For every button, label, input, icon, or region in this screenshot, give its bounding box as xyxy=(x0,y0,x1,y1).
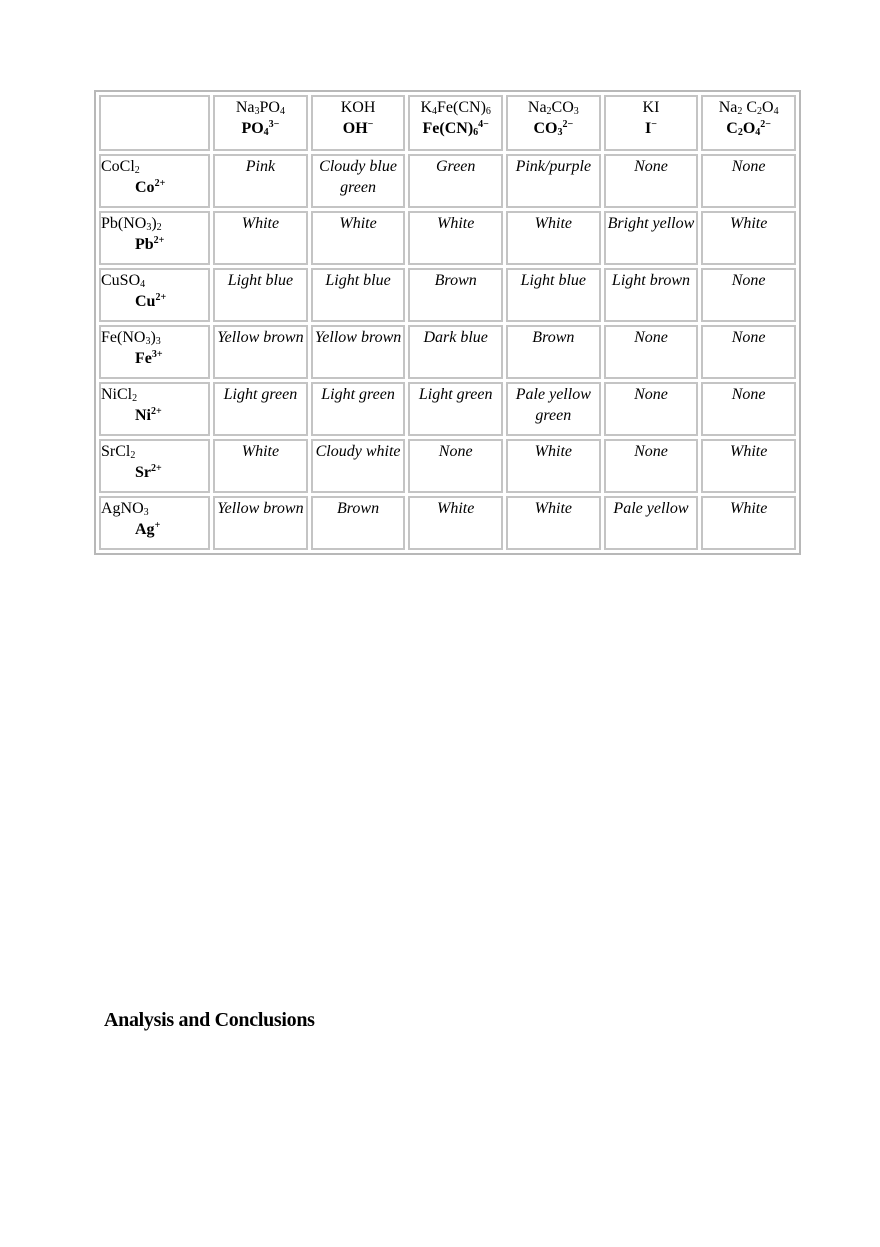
salt-formula xyxy=(101,158,140,175)
column-header xyxy=(701,95,796,151)
cation-formula xyxy=(101,291,208,312)
observation-cell: None xyxy=(604,382,699,436)
formula-part: AgNO xyxy=(101,500,144,517)
formula-part: Na xyxy=(527,99,547,116)
observation-cell: Yellow brown xyxy=(213,496,308,550)
formula-part: 2+ xyxy=(151,406,162,417)
table-body xyxy=(99,95,796,550)
observation-cell: Cloudy blue green xyxy=(311,154,406,208)
formula-part: KI xyxy=(642,99,660,116)
observation-cell: Pale yellow green xyxy=(506,382,601,436)
reagent-formula xyxy=(313,97,404,118)
row-header xyxy=(99,382,210,436)
formula-part: Fe(NO xyxy=(101,329,146,346)
formula-part: O xyxy=(762,99,774,116)
formula-part: ) xyxy=(150,329,156,346)
observation-cell: White xyxy=(213,211,308,265)
formula-part: 3 xyxy=(573,106,579,117)
observation-cell: White xyxy=(506,439,601,493)
anion-formula xyxy=(508,118,599,139)
observation-cell: White xyxy=(701,439,796,493)
table-row xyxy=(99,211,796,265)
formula-part: CO xyxy=(533,120,558,137)
observation-cell: White xyxy=(701,211,796,265)
formula-part: CuSO xyxy=(101,272,141,289)
formula-part: Pb(NO xyxy=(101,215,147,232)
observation-cell: Green xyxy=(408,154,503,208)
formula-part: 4 xyxy=(140,279,146,290)
observation-cell: Light blue xyxy=(213,268,308,322)
salt-formula xyxy=(101,215,162,232)
formula-part: 3 xyxy=(143,507,149,518)
formula-part: 2 xyxy=(757,106,763,117)
formula-part: − xyxy=(651,119,657,130)
formula-part: 3− xyxy=(268,119,280,130)
formula-part: 2− xyxy=(562,119,574,130)
formula-part: 4 xyxy=(755,127,761,138)
formula-part: Pb xyxy=(135,236,154,253)
observation-cell: Light blue xyxy=(506,268,601,322)
formula-part: Fe xyxy=(135,350,152,367)
observation-cell: None xyxy=(701,382,796,436)
observation-cell: Light green xyxy=(311,382,406,436)
table-row xyxy=(99,268,796,322)
observation-cell: None xyxy=(701,268,796,322)
formula-part: 6 xyxy=(473,127,479,138)
row-header xyxy=(99,325,210,379)
formula-part: 4 xyxy=(279,106,285,117)
observation-cell: White xyxy=(506,496,601,550)
formula-part: Fe(CN) xyxy=(437,99,486,116)
formula-part: PO xyxy=(259,99,280,116)
observation-cell: None xyxy=(604,325,699,379)
formula-part: SrCl xyxy=(101,443,131,460)
formula-part: Na xyxy=(718,99,738,116)
formula-part: C xyxy=(742,99,758,116)
observation-cell: White xyxy=(311,211,406,265)
formula-part: 3 xyxy=(146,222,152,233)
formula-part: I xyxy=(645,120,652,137)
section-heading: Analysis and Conclusions xyxy=(104,1009,315,1031)
formula-part: 2 xyxy=(130,450,136,461)
salt-formula xyxy=(101,329,161,346)
column-header xyxy=(213,95,308,151)
observation-cell: None xyxy=(701,154,796,208)
formula-part: Ag xyxy=(135,521,155,538)
precipitate-results-table xyxy=(94,90,801,555)
observation-cell: White xyxy=(701,496,796,550)
formula-part: Fe(CN) xyxy=(422,120,474,137)
formula-part: 2+ xyxy=(153,235,165,246)
formula-part: 3 xyxy=(557,127,563,138)
observation-cell: None xyxy=(701,325,796,379)
formula-part: 2− xyxy=(760,119,771,130)
formula-part: Co xyxy=(135,179,155,196)
corner-cell xyxy=(99,95,210,151)
formula-part: 2 xyxy=(134,165,140,176)
formula-part: 2 xyxy=(546,106,552,117)
salt-formula xyxy=(101,272,145,289)
column-header xyxy=(408,95,503,151)
reagent-formula xyxy=(508,97,599,118)
formula-part: 6 xyxy=(485,106,491,117)
column-header xyxy=(311,95,406,151)
salt-formula xyxy=(101,500,149,517)
observation-cell: White xyxy=(408,496,503,550)
reagent-formula xyxy=(215,97,306,118)
anion-formula xyxy=(606,118,697,139)
formula-part: 3 xyxy=(145,336,151,347)
formula-part: O xyxy=(742,120,756,137)
row-header xyxy=(99,496,210,550)
observation-cell: None xyxy=(604,439,699,493)
formula-part: CO xyxy=(551,99,574,116)
formula-part: 4 xyxy=(773,106,779,117)
formula-part: Cu xyxy=(135,293,156,310)
observation-cell: None xyxy=(604,154,699,208)
observation-cell: Light green xyxy=(213,382,308,436)
cation-formula xyxy=(101,177,208,198)
salt-formula xyxy=(101,443,135,460)
formula-part: 2+ xyxy=(155,292,167,303)
formula-part: PO xyxy=(241,120,264,137)
observation-cell: Pink/purple xyxy=(506,154,601,208)
anion-formula xyxy=(410,118,501,139)
formula-part: 3 xyxy=(155,336,161,347)
observation-cell: Pale yellow xyxy=(604,496,699,550)
header-row xyxy=(99,95,796,151)
reagent-formula xyxy=(703,97,794,118)
cation-formula xyxy=(101,405,208,426)
formula-part: 4 xyxy=(432,106,438,117)
formula-part: 2+ xyxy=(151,463,162,474)
formula-part: CoCl xyxy=(101,158,135,175)
observation-cell: Pink xyxy=(213,154,308,208)
reagent-formula xyxy=(410,97,501,118)
row-header xyxy=(99,211,210,265)
observation-cell: Brown xyxy=(506,325,601,379)
observation-cell: Light blue xyxy=(311,268,406,322)
observation-cell: White xyxy=(506,211,601,265)
table-row xyxy=(99,382,796,436)
table-row xyxy=(99,439,796,493)
anion-formula xyxy=(703,118,794,139)
observation-cell: White xyxy=(408,211,503,265)
formula-part: K xyxy=(420,99,433,116)
formula-part: 4 xyxy=(263,127,269,138)
anion-formula xyxy=(313,118,404,139)
observation-cell: Dark blue xyxy=(408,325,503,379)
formula-part: 2 xyxy=(132,393,138,404)
formula-part: 4− xyxy=(478,119,489,130)
row-header xyxy=(99,439,210,493)
observation-cell: Bright yellow xyxy=(604,211,699,265)
row-header xyxy=(99,154,210,208)
observation-cell: White xyxy=(213,439,308,493)
formula-part: 2 xyxy=(156,222,162,233)
formula-part: Na xyxy=(235,99,255,116)
formula-part: C xyxy=(726,120,738,137)
observation-cell: Light brown xyxy=(604,268,699,322)
cation-formula xyxy=(101,462,208,483)
column-header xyxy=(506,95,601,151)
formula-part: Sr xyxy=(135,464,151,481)
cation-formula xyxy=(101,519,208,540)
table-row xyxy=(99,325,796,379)
formula-part: OH xyxy=(342,120,368,137)
formula-part: 3+ xyxy=(151,349,163,360)
formula-part: − xyxy=(367,119,374,130)
formula-part: 2+ xyxy=(154,178,166,189)
anion-formula xyxy=(215,118,306,139)
formula-part: KOH xyxy=(340,99,376,116)
observation-cell: Light green xyxy=(408,382,503,436)
observation-cell: Brown xyxy=(311,496,406,550)
observation-cell: Yellow brown xyxy=(311,325,406,379)
formula-part: 2 xyxy=(737,127,743,138)
salt-formula xyxy=(101,386,137,403)
formula-part: + xyxy=(154,520,161,531)
table-row xyxy=(99,154,796,208)
observation-cell: Yellow brown xyxy=(213,325,308,379)
observation-cell: None xyxy=(408,439,503,493)
formula-part: ) xyxy=(151,215,157,232)
column-header xyxy=(604,95,699,151)
formula-part: Ni xyxy=(135,407,151,424)
cation-formula xyxy=(101,348,208,369)
table-row xyxy=(99,496,796,550)
formula-part: 2 xyxy=(737,106,743,117)
observation-cell: Brown xyxy=(408,268,503,322)
row-header xyxy=(99,268,210,322)
formula-part: 3 xyxy=(254,106,260,117)
formula-part: NiCl xyxy=(101,386,133,403)
reagent-formula xyxy=(606,97,697,118)
cation-formula xyxy=(101,234,208,255)
observation-cell: Cloudy white xyxy=(311,439,406,493)
